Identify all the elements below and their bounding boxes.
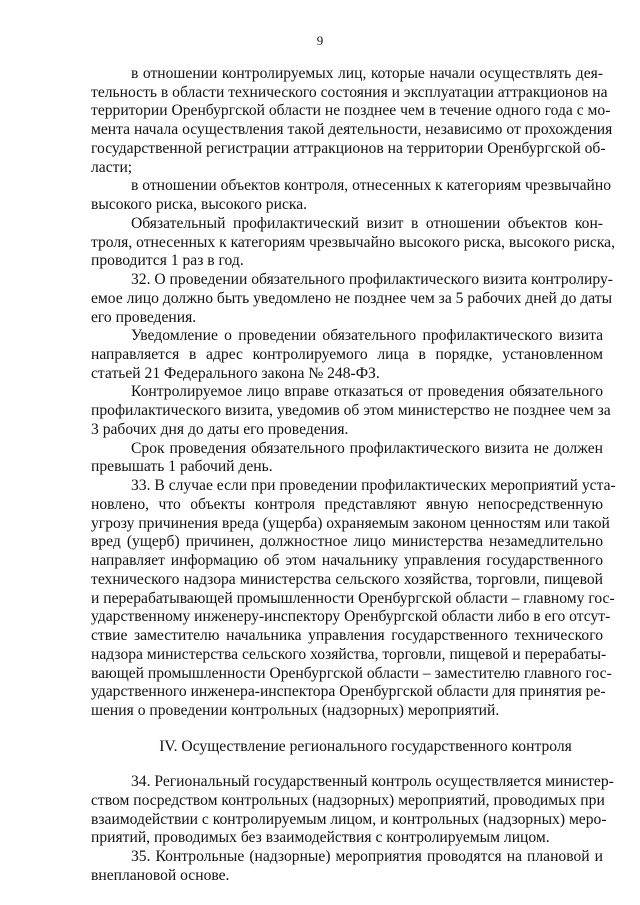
text-line: вающей промышленности Оренбургской области – заместителю главного гос- (91, 665, 612, 682)
text-line: ударственному инженеру-инспектору Оренбургской области либо в его отсут- (91, 608, 611, 625)
text-line: его проведения. (91, 309, 197, 326)
text-line: ствие заместителю начальника управления государственного технического (91, 627, 603, 644)
text-line: в отношении объектов контроля, отнесенных к категориям чрезвычайно (131, 177, 612, 194)
text-line: направляет информацию об этом начальнику управления государственного (91, 552, 603, 569)
text-line: профилактического визита, уведомив об этом министерство не позднее чем за (91, 402, 611, 419)
text-line: тельность в области технического состояния и эксплуатации аттракционов на (91, 84, 608, 101)
text-line: 33. В случае если при проведении профилактических мероприятий уста- (131, 477, 616, 494)
text-line: превышать 1 рабочий день. (91, 458, 273, 475)
text-line: статьей 21 Федерального закона № 248-ФЗ. (91, 365, 380, 382)
text-line: Срок проведения обязательного профилактического визита не должен (131, 440, 603, 457)
text-line: Обязательный профилактический визит в отношении объектов кон- (131, 215, 603, 232)
text-line: угрозу причинения вреда (ущерба) охраняемым законом ценностям или такой (91, 515, 610, 532)
text-line: внеплановой основе. (91, 867, 230, 884)
text-line: вред (ущерб) причинен, должностное лицо министерства незамедлительно (91, 533, 603, 550)
text-line: высокого риска, высокого риска. (91, 196, 308, 213)
text-line: приятий, проводимых без взаимодействия с контролируемым лицом. (91, 829, 550, 846)
text-line: ударственного инженера-инспектора Оренбургской области для принятия ре- (91, 683, 606, 700)
text-line: государственной регистрации аттракционов на территории Оренбургской об- (91, 140, 606, 157)
text-line: и перерабатывающей промышленности Оренбургской области – главному гос- (91, 590, 615, 607)
text-line: новлено, что объекты контроля представляют явную непосредственную (91, 496, 603, 513)
text-line: 3 рабочих дня до даты его проведения. (91, 421, 349, 438)
text-line: надзора министерства сельского хозяйства, торговли, пищевой и перерабаты- (91, 646, 607, 663)
text-line: шения о проведении контрольных (надзорных) мероприятий. (91, 702, 500, 719)
text-line: Уведомление о проведении обязательного профилактического визита (131, 327, 603, 344)
text-line: емое лицо должно быть уведомлено не позднее чем за 5 рабочих дней до даты (91, 290, 613, 307)
text-line: технического надзора министерства сельского хозяйства, торговли, пищевой (91, 571, 603, 588)
text-line: Контролируемое лицо вправе отказаться от проведения обязательного (131, 383, 603, 400)
text-line: 35. Контрольные (надзорные) мероприятия проводятся на плановой и (131, 848, 603, 865)
page-number: 9 (316, 33, 324, 48)
text-line: территории Оренбургской области не позднее чем в течение одного года с мо- (91, 102, 611, 119)
text-line: 34. Региональный государственный контроль осуществляется министер- (131, 773, 614, 790)
text-line: в отношении контролируемых лиц, которые начали осуществлять дея- (131, 65, 603, 82)
text-line: взаимодействии с контролируемым лицом, и контрольных (надзорных) меро- (91, 811, 607, 828)
text-line: троля, отнесенных к категориям чрезвычайно высокого риска, высокого риска, (91, 234, 615, 251)
text-line: проводится 1 раз в год. (91, 252, 244, 269)
text-line: направляется в адрес контролируемого лица в порядке, установленном (91, 346, 603, 363)
text-line: мента начала осуществления такой деятельности, независимо от прохождения (91, 121, 613, 138)
text-line: 32. О проведении обязательного профилактического визита контролиру- (131, 271, 613, 288)
text-line: ласти; (91, 159, 133, 176)
section-heading: IV. Осуществление регионального государственного контроля (159, 738, 572, 755)
text-line: ством посредством контрольных (надзорных) мероприятий, проводимых при (91, 792, 605, 809)
